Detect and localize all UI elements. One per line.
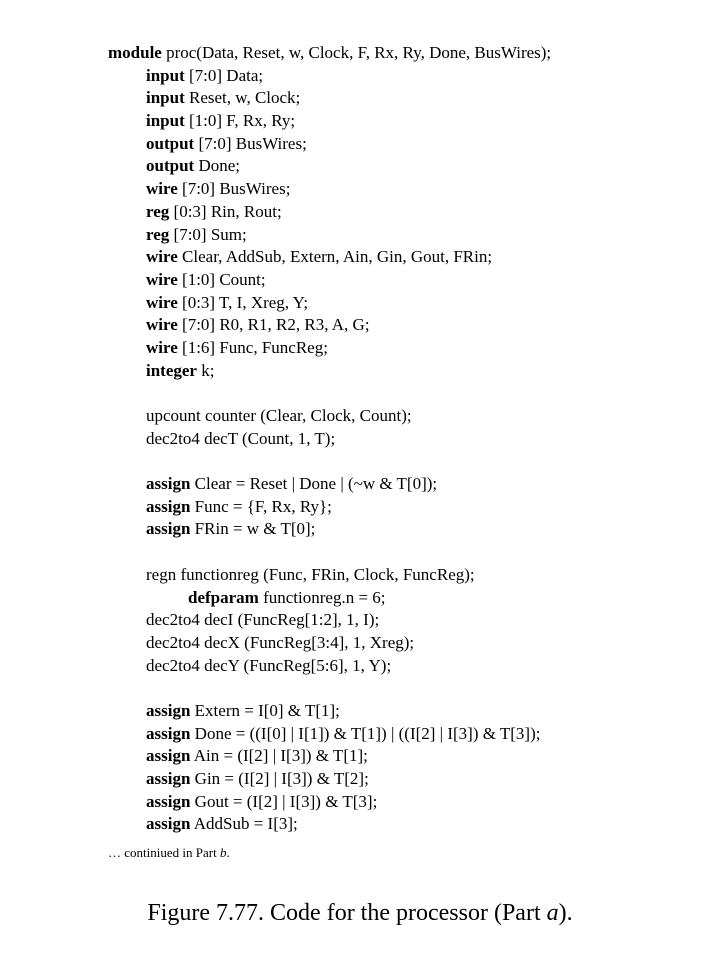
caption-suffix: ).: [558, 900, 573, 926]
code-keyword: module: [108, 43, 162, 62]
code-text: Done;: [194, 156, 240, 176]
code-line: [108, 700, 708, 723]
code-line: [108, 632, 708, 655]
code-line: [108, 269, 708, 292]
blank-line: [108, 677, 708, 700]
code-text: [7:0] BusWires;: [177, 179, 291, 199]
code-line: [108, 609, 708, 632]
code-keyword: assign: [146, 791, 191, 811]
code-text: Done = ((I[0] | I[1]) & T[1]) | ((I[2] | I[3]) & T[3]);: [190, 723, 541, 743]
continued-note: [108, 845, 230, 861]
code-text: AddSub = I[3];: [190, 814, 298, 834]
code-keyword: wire: [146, 337, 178, 357]
continued-suffix: .: [226, 845, 230, 860]
code-text: Extern = I[0] & T[1];: [190, 700, 340, 720]
code-text: dec2to4 decI (FuncReg[1:2], 1, I);: [146, 610, 380, 630]
code-keyword: assign: [146, 814, 191, 834]
code-keyword: assign: [146, 496, 191, 516]
code-text: Clear, AddSub, Extern, Ain, Gin, Gout, FRin;: [177, 247, 493, 267]
code-keyword: wire: [146, 292, 178, 312]
code-line: [108, 246, 708, 269]
code-line: [108, 87, 708, 110]
continued-part: b: [219, 845, 227, 860]
code-text: [7:0] Sum;: [169, 224, 247, 244]
code-text: Gin = (I[2] | I[3]) & T[2];: [190, 769, 369, 788]
caption-prefix: Figure 7.77. Code for the processor (Part: [147, 900, 547, 926]
code-line: [108, 518, 708, 541]
blank-line: [108, 541, 708, 564]
code-keyword: assign: [146, 769, 191, 788]
code-text: k;: [196, 360, 215, 380]
code-keyword: wire: [146, 269, 178, 289]
code-line: [108, 791, 708, 814]
code-text: Gout = (I[2] | I[3]) & T[3];: [190, 791, 378, 811]
code-text: FRin = w & T[0];: [190, 519, 316, 539]
code-line: [108, 587, 708, 610]
code-text: Ain = (I[2] | I[3]) & T[1];: [190, 746, 368, 766]
code-line: [108, 314, 708, 337]
code-line: [108, 405, 708, 428]
code-text: [7:0] BusWires;: [194, 133, 307, 153]
continued-prefix: … continiued in Part: [108, 845, 220, 860]
code-line: [108, 473, 708, 496]
code-text: [7:0] R0, R1, R2, R3, A, G;: [177, 315, 370, 335]
figure-caption: [0, 900, 720, 927]
code-keyword: input: [146, 111, 185, 131]
code-keyword: output: [146, 133, 195, 153]
code-line: [108, 42, 708, 65]
code-text: [1:6] Func, FuncReg;: [177, 337, 328, 357]
code-text: Clear = Reset | Done | (~w & T[0]);: [190, 474, 438, 494]
code-line: [108, 201, 708, 224]
code-keyword: reg: [146, 224, 170, 244]
code-text: [7:0] Data;: [184, 65, 264, 85]
code-line: [108, 655, 708, 678]
code-keyword: assign: [146, 700, 191, 720]
code-line: [108, 133, 708, 156]
code-keyword: reg: [146, 201, 170, 221]
code-text: [0:3] T, I, Xreg, Y;: [177, 292, 309, 312]
blank-line: [108, 450, 708, 473]
code-line: [108, 110, 708, 133]
code-line: [108, 768, 708, 791]
code-line: [108, 564, 708, 587]
code-text: upcount counter (Clear, Clock, Count);: [146, 406, 412, 425]
code-keyword: wire: [146, 179, 178, 199]
code-text: dec2to4 decT (Count, 1, T);: [146, 428, 336, 448]
code-keyword: wire: [146, 247, 178, 267]
code-line: [108, 360, 708, 383]
code-line: [108, 224, 708, 247]
code-text: Func = {F, Rx, Ry};: [190, 496, 332, 516]
code-line: [108, 496, 708, 519]
code-line: [108, 428, 708, 451]
code-text: dec2to4 decY (FuncReg[5:6], 1, Y);: [146, 655, 392, 675]
code-text: functionreg.n = 6;: [258, 587, 386, 607]
code-keyword: assign: [146, 746, 191, 766]
code-text: regn functionreg (Func, FRin, Clock, FuncReg);: [146, 564, 475, 584]
code-keyword: assign: [146, 474, 191, 494]
code-text: [1:0] Count;: [177, 269, 266, 289]
code-keyword: assign: [146, 519, 191, 539]
code-line: [108, 813, 708, 836]
code-line: [108, 65, 708, 88]
code-text: [1:0] F, Rx, Ry;: [184, 111, 296, 131]
code-line: [108, 292, 708, 315]
code-keyword: integer: [146, 360, 197, 380]
code-text: dec2to4 decX (FuncReg[3:4], 1, Xreg);: [146, 632, 415, 652]
code-line: [108, 337, 708, 360]
code-line: [108, 155, 708, 178]
code-keyword: output: [146, 156, 195, 176]
code-keyword: wire: [146, 315, 178, 335]
code-keyword: assign: [146, 723, 191, 743]
code-line: [108, 178, 708, 201]
code-text: [0:3] Rin, Rout;: [169, 201, 282, 221]
code-line: [108, 745, 708, 768]
code-listing: [108, 42, 708, 836]
code-keyword: input: [146, 88, 185, 108]
blank-line: [108, 382, 708, 405]
caption-part: a: [546, 900, 559, 926]
code-keyword: input: [146, 65, 185, 85]
code-keyword: defparam: [188, 587, 259, 607]
code-line: [108, 723, 708, 746]
code-text: proc(Data, Reset, w, Clock, F, Rx, Ry, Done, BusWires);: [161, 43, 552, 62]
code-text: Reset, w, Clock;: [184, 88, 301, 108]
